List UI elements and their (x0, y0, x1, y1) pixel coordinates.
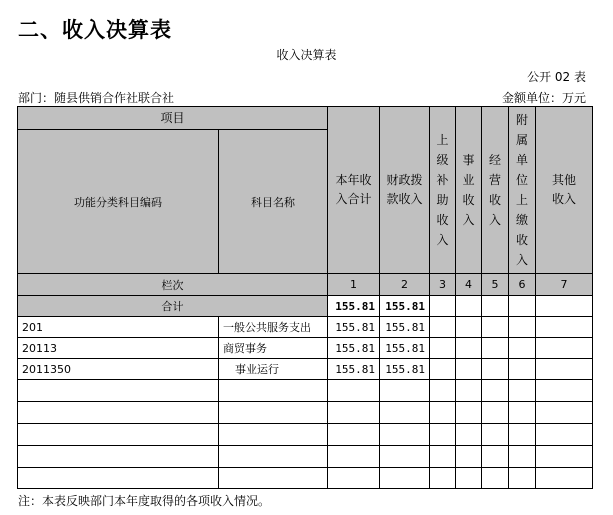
table-row (18, 338, 593, 359)
value-cell: 155.81 (380, 338, 430, 359)
value-cell (482, 317, 509, 338)
col-number: 6 (509, 274, 536, 296)
header-col-3: 上 级 补 助 收 入 (430, 107, 456, 274)
value-cell (509, 359, 536, 380)
department-label: 部门：随县供销合作社联合社 (18, 91, 175, 105)
func-code-cell: 2011350 (18, 359, 219, 380)
header-subject-name: 科目名称 (219, 130, 328, 274)
col-number: 3 (430, 274, 456, 296)
col-number: 2 (380, 274, 430, 296)
col-number: 5 (482, 274, 509, 296)
value-cell (509, 338, 536, 359)
income-table (17, 106, 593, 489)
total-value: 155.81 (380, 296, 430, 317)
total-value (456, 296, 482, 317)
header-col-6: 附 属 单 位 上 缴 收 入 (509, 107, 536, 274)
col-number-label: 栏次 (18, 274, 328, 296)
empty-row (18, 380, 593, 402)
empty-row (18, 424, 593, 446)
table-row (18, 317, 593, 338)
value-cell: 155.81 (328, 317, 380, 338)
value-cell (456, 359, 482, 380)
header-func-code: 功能分类科目编码 (18, 130, 219, 274)
subject-name-cell: 事业运行 (219, 359, 328, 380)
col-number: 1 (328, 274, 380, 296)
total-value (482, 296, 509, 317)
func-code-cell: 201 (18, 317, 219, 338)
value-cell (430, 317, 456, 338)
func-code-cell: 20113 (18, 338, 219, 359)
total-value (536, 296, 593, 317)
header-col-1: 本年收 入合计 (328, 107, 380, 274)
header-col-2: 财政拨 款收入 (380, 107, 430, 274)
total-value (430, 296, 456, 317)
footnote: 注：本表反映部门本年度取得的各项收入情况。 (18, 494, 271, 508)
value-cell (482, 359, 509, 380)
form-number: 公开 02 表 (527, 70, 586, 84)
value-cell: 155.81 (380, 317, 430, 338)
subject-name-cell: 商贸事务 (219, 338, 328, 359)
value-cell (456, 338, 482, 359)
value-cell (456, 317, 482, 338)
value-cell (509, 317, 536, 338)
header-col-4: 事 业 收 入 (456, 107, 482, 274)
header-item: 项目 (18, 107, 328, 130)
total-value: 155.81 (328, 296, 380, 317)
value-cell (536, 317, 593, 338)
empty-row (18, 446, 593, 468)
empty-row (18, 402, 593, 424)
col-number: 7 (536, 274, 593, 296)
header-col-7: 其他 收入 (536, 107, 593, 274)
table-row (18, 359, 593, 380)
total-row (18, 296, 593, 317)
value-cell (536, 338, 593, 359)
value-cell (430, 338, 456, 359)
subject-name-cell: 一般公共服务支出 (219, 317, 328, 338)
value-cell: 155.81 (380, 359, 430, 380)
value-cell (482, 338, 509, 359)
table-title: 收入决算表 (276, 48, 337, 62)
col-number: 4 (456, 274, 482, 296)
total-value (509, 296, 536, 317)
total-label: 合计 (18, 296, 328, 317)
page-heading: 二、收入决算表 (18, 18, 172, 42)
value-cell: 155.81 (328, 338, 380, 359)
header-col-5: 经 营 收 入 (482, 107, 509, 274)
value-cell (430, 359, 456, 380)
value-cell: 155.81 (328, 359, 380, 380)
empty-row (18, 468, 593, 489)
value-cell (536, 359, 593, 380)
unit-label: 金额单位：万元 (501, 91, 586, 105)
